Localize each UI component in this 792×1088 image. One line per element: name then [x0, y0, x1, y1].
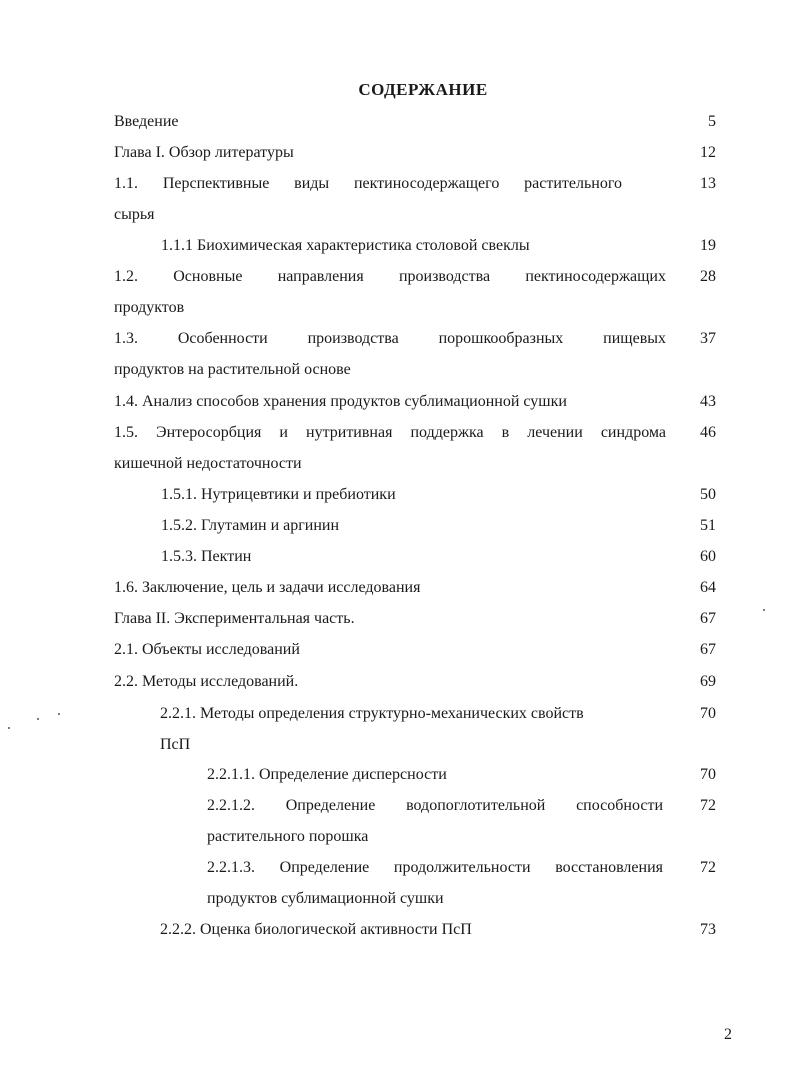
toc-page-number: 69: [700, 673, 716, 690]
toc-entry-text: 2.2.1.2. Определение водопоглотительной способности: [207, 797, 663, 814]
toc-page-number: 67: [700, 610, 716, 627]
scan-speck: [58, 713, 60, 715]
page-number: 2: [724, 1026, 732, 1043]
toc-entry: [160, 914, 660, 945]
toc-entry-continuation: продуктов на растительной основе: [114, 361, 351, 378]
toc-entry: [114, 417, 666, 479]
toc-entry: [161, 541, 661, 572]
toc-entry-text: 1.2. Основные направления производства пектиносодержащих: [114, 268, 666, 285]
toc-entry-text: Глава I. Обзор литературы: [114, 144, 294, 161]
toc-entry-continuation: кишечной недостаточности: [114, 455, 302, 472]
toc-page-number: 37: [700, 330, 716, 347]
toc-entry-text: 1.4. Анализ способов хранения продуктов сублимационной сушки: [114, 393, 567, 410]
toc-entry: [114, 168, 622, 230]
toc-entry: [161, 479, 661, 510]
toc-entry: [114, 572, 666, 603]
toc-entry-text: 2.2.1. Методы определения структурно-механических свойств: [160, 705, 584, 722]
toc-entry-text: Глава II. Экспериментальная часть.: [114, 610, 355, 627]
toc-page-number: 50: [700, 486, 716, 503]
toc-entry-text: 2.1. Объекты исследований: [114, 641, 300, 658]
toc-entry: [114, 106, 674, 137]
toc-entry-text: Введение: [114, 113, 179, 130]
toc-entry-text: 1.5.2. Глутамин и аргинин: [161, 517, 340, 534]
toc-page-number: 60: [700, 548, 716, 565]
toc-entry: [161, 230, 661, 261]
toc-entry-text: 1.6. Заключение, цель и задачи исследования: [114, 579, 421, 596]
toc-page-number: 67: [700, 641, 716, 658]
toc-entry-continuation: растительного порошка: [207, 828, 369, 845]
toc-page-number: 70: [700, 705, 716, 722]
scan-speck: [763, 609, 765, 611]
toc-entry: [161, 510, 661, 541]
toc-page-number: 12: [700, 144, 716, 161]
toc-entry-text: 1.1.1 Биохимическая характеристика столовой свеклы: [161, 237, 530, 254]
scan-speck: [8, 727, 10, 729]
toc-entry-continuation: продуктов сублимационной сушки: [207, 890, 444, 907]
toc-entry: [114, 634, 666, 665]
toc-entry: [114, 261, 666, 323]
toc-page-number: 5: [708, 113, 716, 130]
toc-entry: [114, 666, 666, 697]
toc-entry-text: 1.5.1. Нутрицевтики и пребиотики: [161, 486, 396, 503]
toc-entry-text: 1.1. Перспективные виды пектиносодержащего растительного: [114, 175, 622, 192]
toc-entry: [114, 603, 666, 634]
toc-entry-text: 2.2.2. Оценка биологической активности ПсП: [160, 921, 472, 938]
toc-entry-continuation: сырья: [114, 206, 155, 223]
toc-entry-continuation: ПсП: [160, 736, 191, 753]
toc-page-number: 46: [700, 424, 716, 441]
toc-entry-text: 2.2.1.1. Определение дисперсности: [207, 766, 447, 783]
toc-page-number: 70: [700, 766, 716, 783]
toc-entry-continuation: продуктов: [114, 299, 185, 316]
toc-entry-text: 1.5. Энтеросорбция и нутритивная поддержка в лечении синдрома: [114, 424, 666, 441]
toc-entry-text: 2.2. Методы исследований.: [114, 673, 299, 690]
toc-page-number: 28: [700, 268, 716, 285]
toc-entry: [114, 323, 666, 385]
page-title: СОДЕРЖАНИЕ: [358, 80, 488, 99]
toc-page-number: 51: [700, 517, 716, 534]
toc-page-number: 64: [700, 579, 716, 596]
toc-page-number: 19: [700, 237, 716, 254]
toc-entry: [207, 759, 663, 790]
toc-entry: [114, 137, 674, 168]
toc-page-number: 73: [700, 921, 716, 938]
toc-page-number: 43: [700, 393, 716, 410]
toc-entry: [160, 698, 660, 760]
toc-entry: [207, 790, 663, 852]
toc-entry-text: 1.5.3. Пектин: [161, 548, 252, 565]
toc-page-number: 13: [700, 175, 716, 192]
toc-page-number: 72: [700, 859, 716, 876]
toc-page-number: 72: [700, 797, 716, 814]
scan-speck: [37, 718, 39, 720]
toc-entry-text: 1.3. Особенности производства порошкообразных пищевых: [114, 330, 666, 347]
toc-entry: [207, 852, 663, 914]
toc-entry: [114, 386, 666, 417]
toc-entry-text: 2.2.1.3. Определение продолжительности восстановления: [207, 859, 663, 876]
